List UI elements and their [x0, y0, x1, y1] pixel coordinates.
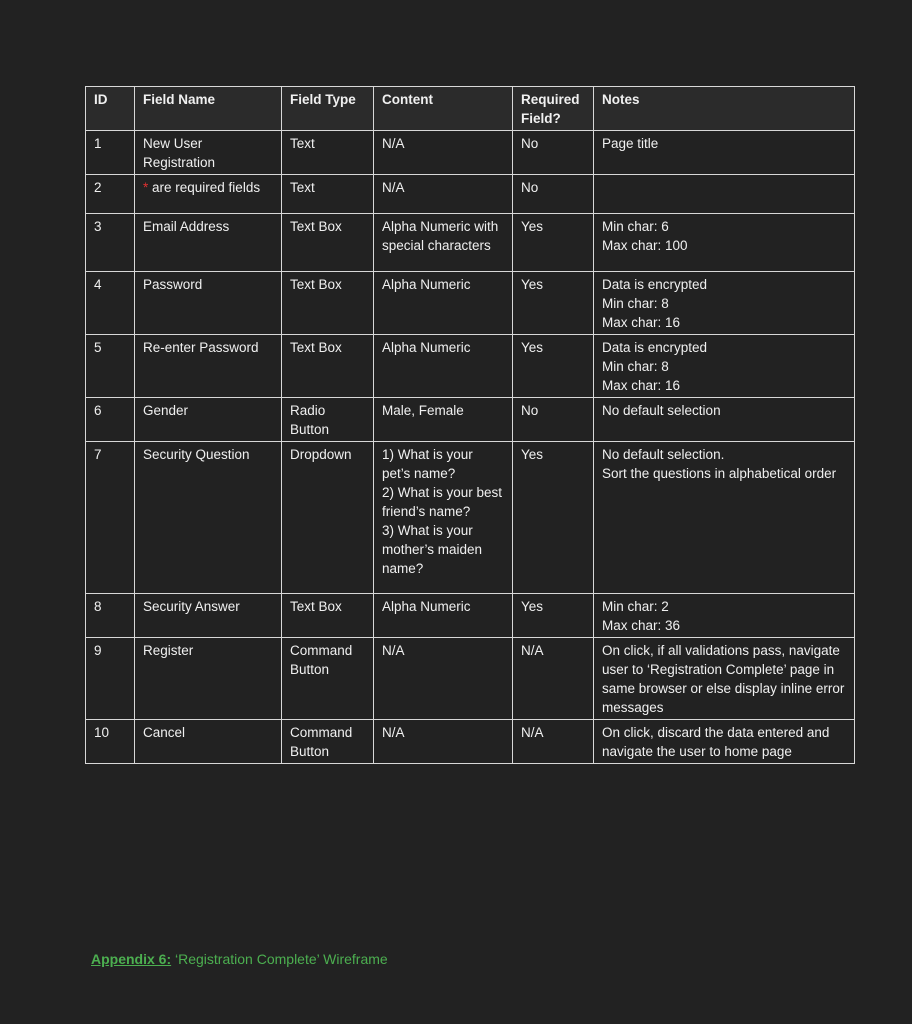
cell-notes	[594, 398, 855, 442]
table-row	[86, 335, 855, 398]
cell-notes	[594, 720, 855, 764]
table-row	[86, 214, 855, 272]
table-row	[86, 398, 855, 442]
table-row	[86, 175, 855, 214]
notes-line: No default selection	[602, 403, 721, 418]
cell-field-type: Text Box	[282, 335, 374, 398]
cell-id: 8	[86, 594, 135, 638]
cell-id: 3	[86, 214, 135, 272]
cell-id: 6	[86, 398, 135, 442]
cell-id: 9	[86, 638, 135, 720]
cell-field-name	[135, 594, 282, 638]
notes-line: Data is encrypted	[602, 277, 708, 292]
cell-field-name	[135, 335, 282, 398]
cell-field-name	[135, 214, 282, 272]
cell-required: N/A	[513, 720, 594, 764]
cell-field-name	[135, 272, 282, 335]
notes-line: Min char: 2	[602, 599, 669, 614]
field-spec-table	[85, 86, 855, 764]
cell-content	[374, 638, 513, 720]
cell-notes	[594, 442, 855, 594]
appendix-title: ‘Registration Complete’ Wireframe	[171, 951, 388, 967]
cell-notes	[594, 175, 855, 214]
header-field-name: Field Name	[135, 87, 282, 131]
content-line: Alpha Numeric	[382, 340, 471, 355]
header-notes: Notes	[594, 87, 855, 131]
cell-field-type: Text	[282, 175, 374, 214]
cell-field-name	[135, 398, 282, 442]
field-name-text: Security Answer	[143, 599, 240, 614]
table-row	[86, 131, 855, 175]
cell-notes	[594, 638, 855, 720]
field-name-text: Gender	[143, 403, 189, 418]
content-line: N/A	[382, 180, 405, 195]
cell-id: 5	[86, 335, 135, 398]
cell-required: Yes	[513, 335, 594, 398]
cell-required: Yes	[513, 442, 594, 594]
header-content: Content	[374, 87, 513, 131]
cell-notes	[594, 131, 855, 175]
cell-id: 4	[86, 272, 135, 335]
cell-content	[374, 335, 513, 398]
notes-line: On click, discard the data entered and navigate the user to home page	[602, 725, 830, 759]
cell-required: No	[513, 175, 594, 214]
table-row	[86, 442, 855, 594]
notes-line: Max char: 100	[602, 238, 688, 253]
field-name-text: Register	[143, 643, 194, 658]
field-name-text: Re-enter Password	[143, 340, 259, 355]
content-line: Male, Female	[382, 403, 464, 418]
cell-field-type: Command Button	[282, 638, 374, 720]
notes-line: No default selection.	[602, 447, 725, 462]
notes-line: Page title	[602, 136, 659, 151]
cell-notes	[594, 272, 855, 335]
cell-id: 2	[86, 175, 135, 214]
content-line: Alpha Numeric	[382, 599, 471, 614]
table-row	[86, 272, 855, 335]
notes-line: Min char: 8	[602, 359, 669, 374]
table-row	[86, 638, 855, 720]
notes-line: On click, if all validations pass, navigate user to ‘Registration Complete’ page in same browser or else display inline error messages	[602, 643, 845, 715]
cell-content	[374, 175, 513, 214]
cell-required: Yes	[513, 272, 594, 335]
appendix-label: Appendix 6:	[91, 951, 172, 967]
content-line: N/A	[382, 725, 405, 740]
field-name-text: New User Registration	[143, 136, 216, 170]
cell-required: Yes	[513, 594, 594, 638]
appendix-caption	[91, 951, 388, 967]
cell-field-type: Dropdown	[282, 442, 374, 594]
field-name-text: Email Address	[143, 219, 230, 234]
cell-field-type: Text Box	[282, 594, 374, 638]
cell-field-name	[135, 638, 282, 720]
cell-content	[374, 720, 513, 764]
cell-field-name	[135, 175, 282, 214]
content-line: 3) What is your mother’s maiden name?	[382, 523, 483, 576]
cell-id: 7	[86, 442, 135, 594]
notes-line: Data is encrypted	[602, 340, 708, 355]
cell-notes	[594, 594, 855, 638]
cell-field-type: Radio Button	[282, 398, 374, 442]
cell-content	[374, 594, 513, 638]
cell-field-type: Command Button	[282, 720, 374, 764]
content-line: Alpha Numeric	[382, 277, 471, 292]
header-id: ID	[86, 87, 135, 131]
field-name-text: Security Question	[143, 447, 250, 462]
cell-required: N/A	[513, 638, 594, 720]
cell-required: No	[513, 131, 594, 175]
cell-required: No	[513, 398, 594, 442]
notes-line: Min char: 6	[602, 219, 669, 234]
content-line: N/A	[382, 136, 405, 151]
notes-line: Sort the questions in alphabetical order	[602, 466, 837, 481]
header-row	[86, 87, 855, 131]
field-name-text: Password	[143, 277, 203, 292]
cell-content	[374, 398, 513, 442]
cell-id: 10	[86, 720, 135, 764]
content-line: 1) What is your pet’s name?	[382, 447, 473, 481]
header-field-type: Field Type	[282, 87, 374, 131]
header-required: Required Field?	[513, 87, 594, 131]
table-row	[86, 594, 855, 638]
cell-field-name	[135, 131, 282, 175]
notes-line: Max char: 16	[602, 378, 681, 393]
content-line: 2) What is your best friend’s name?	[382, 485, 503, 519]
content-line: N/A	[382, 643, 405, 658]
notes-line: Min char: 8	[602, 296, 669, 311]
required-asterisk: *	[143, 180, 149, 195]
cell-field-type: Text Box	[282, 272, 374, 335]
cell-content	[374, 442, 513, 594]
cell-field-name	[135, 720, 282, 764]
cell-field-name	[135, 442, 282, 594]
cell-notes	[594, 335, 855, 398]
content-line: Alpha Numeric with special characters	[382, 219, 499, 253]
cell-content	[374, 272, 513, 335]
cell-field-type: Text Box	[282, 214, 374, 272]
notes-line: Max char: 36	[602, 618, 681, 633]
cell-content	[374, 131, 513, 175]
field-name-text: are required fields	[148, 180, 261, 195]
cell-content	[374, 214, 513, 272]
cell-notes	[594, 214, 855, 272]
cell-required: Yes	[513, 214, 594, 272]
cell-id: 1	[86, 131, 135, 175]
table-row	[86, 720, 855, 764]
field-name-text: Cancel	[143, 725, 186, 740]
cell-field-type: Text	[282, 131, 374, 175]
notes-line: Max char: 16	[602, 315, 681, 330]
